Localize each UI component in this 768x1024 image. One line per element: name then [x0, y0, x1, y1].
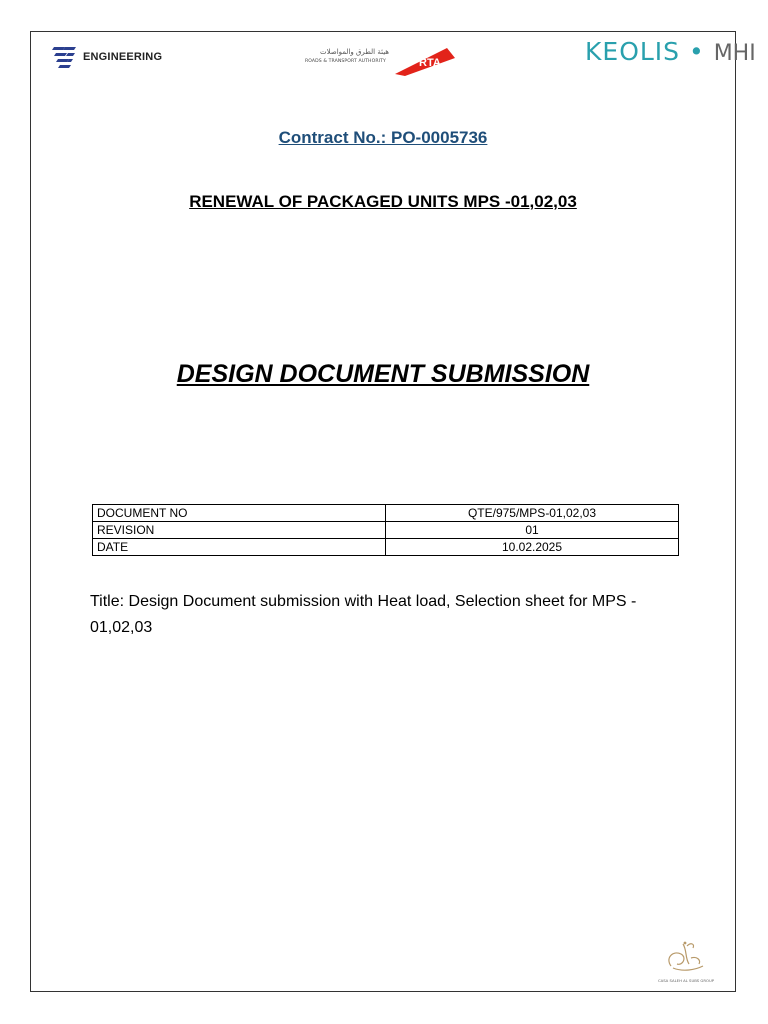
date-label: DATE — [93, 539, 386, 556]
engineering-logo-icon — [51, 44, 77, 70]
rta-english-text: ROADS & TRANSPORT AUTHORITY — [305, 59, 386, 64]
rta-mark-text: RTA — [419, 57, 441, 69]
document-no-value: QTE/975/MPS-01,02,03 — [386, 505, 679, 522]
rta-logo — [303, 42, 463, 78]
main-title: DESIGN DOCUMENT SUBMISSION — [176, 360, 590, 388]
engineering-logo — [51, 44, 162, 70]
project-subtitle: RENEWAL OF PACKAGED UNITS MPS -01,02,03 — [189, 192, 577, 211]
document-no-label: DOCUMENT NO — [93, 505, 386, 522]
keolis-logo-text: KEOLIS — [585, 37, 681, 66]
keolis-mhi-logo — [585, 37, 756, 66]
document-title-text: Title: Design Document submission with Heat load, Selection sheet for MPS - 01,02,03 — [90, 593, 637, 636]
rta-mark-icon — [393, 46, 459, 76]
table-row — [93, 522, 679, 539]
revision-label: REVISION — [93, 522, 386, 539]
keolis-separator: • — [689, 37, 705, 66]
date-value: 10.02.2025 — [386, 539, 679, 556]
document-page — [30, 31, 756, 992]
mhi-logo-text: MHI — [713, 41, 756, 66]
casa-logo-text: CASA SALEH AL SUBS GROUP — [657, 978, 715, 983]
casa-logo-icon — [643, 936, 729, 978]
table-row — [93, 505, 679, 522]
revision-value: 01 — [386, 522, 679, 539]
rta-arabic-text: هيئة الطرق والمواصلات — [319, 48, 389, 56]
casa-logo — [643, 936, 729, 986]
table-row — [93, 539, 679, 556]
contract-number: Contract No.: PO-0005736 — [278, 128, 488, 147]
engineering-logo-text: ENGINEERING — [83, 51, 163, 63]
document-info-table — [92, 504, 679, 556]
